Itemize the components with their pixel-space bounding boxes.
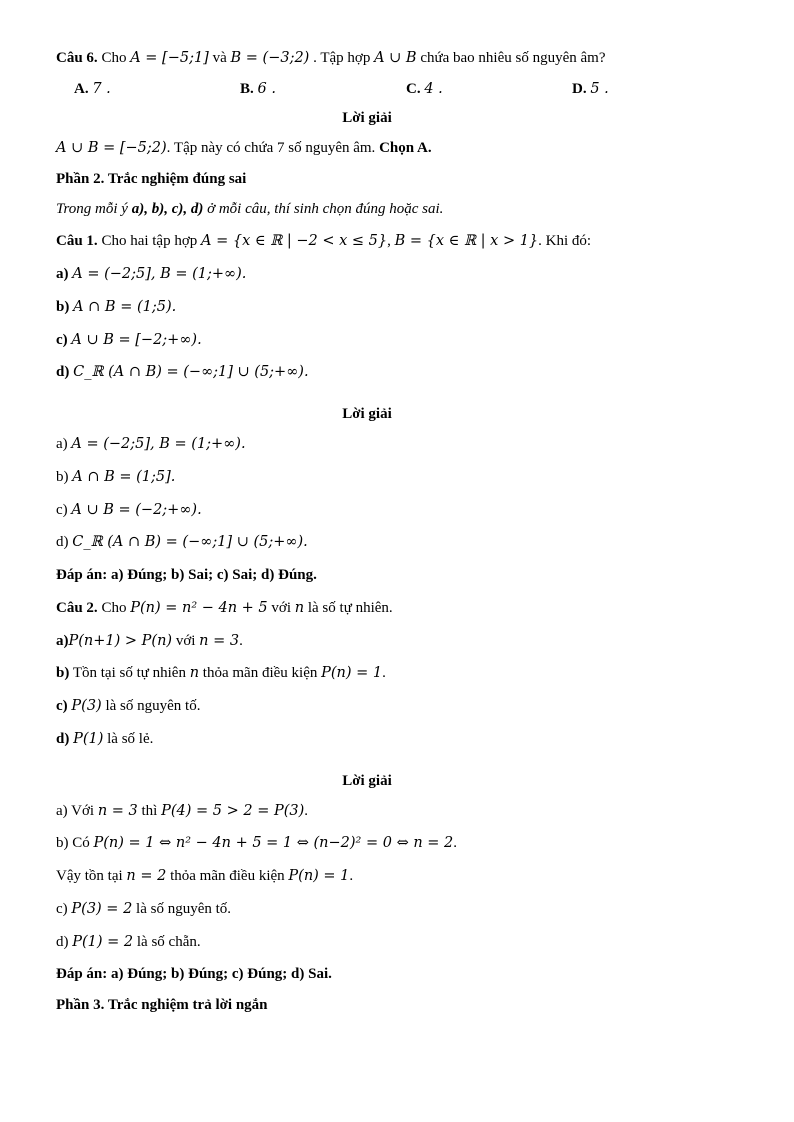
question-6-options xyxy=(56,81,738,98)
part2-q1-item-a-key: a) xyxy=(56,266,69,282)
option-b-key: B. xyxy=(240,80,254,97)
option-a-key: A. xyxy=(74,80,89,97)
part2-q1-item-b-key: b) xyxy=(56,298,70,315)
part2-q2-item-c-math: P(3) xyxy=(71,698,102,714)
part2-q2-item-a-math2: n = 3 xyxy=(199,632,240,649)
part2-q2-solution-b2-math: n = 2 xyxy=(126,868,167,884)
part2-q2-solution-a-math: n = 3 xyxy=(97,802,138,819)
option-d[interactable] xyxy=(572,81,738,98)
question-6-choice: Chọn A. xyxy=(379,139,432,156)
part2-q2-solution-b xyxy=(56,833,738,855)
part2-q2-solution-a-text: Với xyxy=(71,802,95,819)
part2-q1-stem xyxy=(56,231,738,253)
part2-q2-formula: P(n) = n² − 4n + 5 xyxy=(130,599,268,616)
option-a[interactable] xyxy=(74,81,240,98)
part2-q2-item-b-text: Tồn tại số tự nhiên xyxy=(72,665,186,682)
part2-q2-solution-c-key: c) xyxy=(56,900,68,917)
part2-q2-solution-b-end: . xyxy=(453,835,458,852)
part2-q2-solution-b2 xyxy=(56,866,738,888)
part2-q2-item-b-math: n xyxy=(189,665,200,682)
part2-q2-solution-a-math2: P(4) = 5 > 2 = P(3) xyxy=(161,802,305,819)
part2-q1-item-a-math: A = (−2;5], B = (1;+∞). xyxy=(72,266,247,282)
part2-q2-item-a-key: a) xyxy=(56,632,69,649)
part2-q1-solution-b xyxy=(56,467,738,489)
part2-q1-item-c-math: A ∪ B = [−2;+∞). xyxy=(71,331,202,348)
part2-q2-item-a-mid: với xyxy=(175,632,196,649)
option-b-value: 6 . xyxy=(257,80,276,97)
part2-q1-solution-d xyxy=(56,532,738,554)
part2-q2-stem-pre: Cho xyxy=(101,599,127,616)
part2-q1-item-d-math: C_ℝ (A ∩ B) = (−∞;1] ∪ (5;+∞). xyxy=(73,364,309,381)
part2-q2-item-b-math2: P(n) = 1 xyxy=(321,665,383,682)
part2-heading: Phần 2. Trắc nghiệm đúng sai xyxy=(56,170,247,187)
part2-q2-solution-b-math: P(n) = 1 ⇔ n² − 4n + 5 = 1 ⇔ (n−2)² = 0 ⇔ n = 2 xyxy=(93,835,454,852)
part2-q2-solution-b-text: Có xyxy=(72,835,90,852)
part2-q1-item-b-math: A ∩ B = (1;5). xyxy=(73,298,177,315)
part2-q2-label: Câu 2. xyxy=(56,599,98,616)
part2-q2-item-a-end: . xyxy=(239,632,243,649)
question-6-union: A ∪ B xyxy=(374,50,417,66)
part2-q2-stem xyxy=(56,598,738,620)
part3-heading: Phần 3. Trắc nghiệm trả lời ngắn xyxy=(56,997,268,1013)
option-c-value: 4 . xyxy=(424,80,443,97)
question-6-solution xyxy=(56,138,738,160)
part2-q2-item-d-key: d) xyxy=(56,730,70,747)
part2-q2-solution-a-text2: thì xyxy=(141,802,158,819)
part2-q2-solution-heading: Lời giải xyxy=(342,772,392,789)
question-6-set-b: B = (−3;2) xyxy=(230,50,310,66)
part2-q2-solution-a-key: a) xyxy=(56,802,68,819)
part2-q1-item-b xyxy=(56,297,738,319)
part2-q1-solution-a-key: a) xyxy=(56,436,68,452)
part2-q1-solution-c xyxy=(56,500,738,522)
option-c[interactable] xyxy=(406,81,572,98)
part2-q1-item-d-key: d) xyxy=(56,364,70,381)
option-c-key: C. xyxy=(406,80,421,97)
part2-q2-item-d-math: P(1) xyxy=(73,730,104,747)
part2-q2-solution-b-key: b) xyxy=(56,835,69,852)
part2-q1-solution-d-key: d) xyxy=(56,534,69,551)
part2-q2-solution-b2-text2: thỏa mãn điều kiện xyxy=(170,868,285,884)
part2-q2-solution-a xyxy=(56,801,738,823)
part2-q1-solution-d-math: C_ℝ (A ∩ B) = (−∞;1] ∪ (5;+∞). xyxy=(72,534,308,551)
part2-q1-solution-heading: Lời giải xyxy=(342,406,392,422)
part2-q2-solution-a-end: . xyxy=(304,802,309,819)
part2-instruction-post: ở mỗi câu, thí sinh chọn đúng hoặc sai. xyxy=(207,200,444,217)
part2-q1-label: Câu 1. xyxy=(56,233,98,250)
part2-q2-item-b-end: . xyxy=(382,665,386,682)
option-b[interactable] xyxy=(240,81,406,98)
question-6-and: và xyxy=(212,50,227,66)
option-a-value: 7 . xyxy=(92,80,111,97)
part2-q1-stem-pre: Cho hai tập hợp xyxy=(101,233,198,250)
part2-q2-item-d-text: là số lẻ. xyxy=(107,730,154,747)
part2-q2-solution-d xyxy=(56,932,738,954)
question-6-stem-pre: Cho xyxy=(101,50,127,66)
question-6-solution-heading: Lời giải xyxy=(342,109,392,126)
part2-q2-solution-b2-text: Vậy tồn tại xyxy=(56,868,123,884)
option-d-value: 5 . xyxy=(590,80,609,97)
part2-q1-item-d xyxy=(56,362,738,384)
part2-q2-solution-c-math: P(3) = 2 xyxy=(71,900,133,917)
part2-q1-item-a xyxy=(56,264,738,286)
part2-q2-stem-mid: với xyxy=(271,599,292,616)
part2-q2-answer: Đáp án: a) Đúng; b) Đúng; c) Đúng; d) Sai. xyxy=(56,966,332,983)
part2-q2-var: n xyxy=(294,599,305,616)
part2-q2-solution-d-key: d) xyxy=(56,933,69,950)
part2-q2-item-c-key: c) xyxy=(56,698,68,714)
part2-q2-item-c xyxy=(56,696,738,718)
part2-q2-item-a xyxy=(56,631,738,653)
part2-q1-item-c xyxy=(56,330,738,352)
option-d-key: D. xyxy=(572,80,587,97)
part2-q1-set-a: A = {x ∈ ℝ | −2 < x ≤ 5} xyxy=(201,233,388,250)
part2-q2-item-b-key: b) xyxy=(56,665,70,682)
part2-q1-comma: , xyxy=(387,233,391,250)
part2-instruction xyxy=(56,199,738,221)
part2-q2-solution-d-math: P(1) = 2 xyxy=(72,933,134,950)
question-6-set-a: A = [−5;1] xyxy=(130,50,209,66)
part2-q2-item-b-text2: thỏa mãn điều kiện xyxy=(202,665,318,682)
part2-q1-solution-b-key: b) xyxy=(56,468,69,485)
question-6-stem xyxy=(56,48,738,70)
part2-q1-solution-c-key: c) xyxy=(56,501,68,518)
part2-instruction-pre: Trong mỗi ý xyxy=(56,200,128,217)
part2-q2-solution-d-text: là số chẵn. xyxy=(136,933,201,950)
part2-q2-item-c-text: là số nguyên tố. xyxy=(105,698,201,714)
part2-q2-item-a-math: P(n+1) > P(n) xyxy=(68,632,173,649)
part2-q1-set-b: B = {x ∈ ℝ | x > 1} xyxy=(394,233,539,250)
part2-instruction-keys: a), b), c), d) xyxy=(131,200,204,217)
part2-q1-solution-a-math: A = (−2;5], B = (1;+∞). xyxy=(71,436,246,452)
question-6-stem-post: chứa bao nhiêu số nguyên âm? xyxy=(420,50,606,66)
question-6-solution-text: . Tập này có chứa 7 số nguyên âm. xyxy=(166,139,376,156)
question-6-stem-mid: . Tập hợp xyxy=(313,50,371,66)
part2-q2-item-b xyxy=(56,663,738,685)
part2-q1-solution-c-math: A ∪ B = (−2;+∞). xyxy=(71,501,202,518)
part2-q2-solution-c-text: là số nguyên tố. xyxy=(136,900,232,917)
part2-q1-item-c-key: c) xyxy=(56,331,68,348)
part2-q2-solution-b2-end: . xyxy=(349,868,354,884)
part2-q2-item-d xyxy=(56,729,738,751)
part2-q1-solution-b-math: A ∩ B = (1;5]. xyxy=(72,468,176,485)
part2-q1-stem-post: . Khi đó: xyxy=(538,233,592,250)
part2-q1-answer: Đáp án: a) Đúng; b) Sai; c) Sai; d) Đúng. xyxy=(56,567,317,583)
part2-q2-solution-c xyxy=(56,899,738,921)
part2-q1-solution-a xyxy=(56,434,738,456)
question-6-solution-math: A ∪ B = [−5;2) xyxy=(56,139,167,156)
part2-q2-solution-b2-math2: P(n) = 1 xyxy=(288,868,350,884)
question-6-label: Câu 6. xyxy=(56,50,98,66)
part2-q2-stem-post: là số tự nhiên. xyxy=(307,599,393,616)
